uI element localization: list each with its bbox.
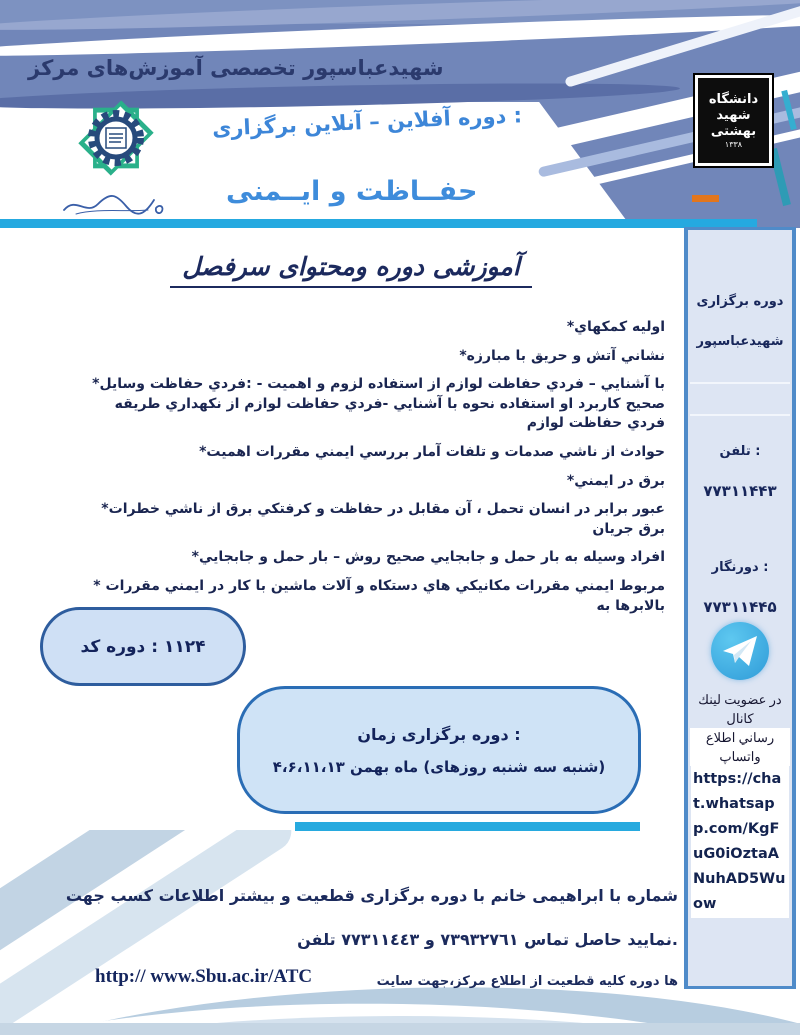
course-delivery-subtitle: برگزاری آنلاین – آفلاین دوره : — [211, 103, 523, 141]
syllabus-item: *كمكهاي اوليه — [566, 319, 665, 335]
training-center-logo-icon — [52, 90, 180, 186]
university-logo-text: دانشگاه — [708, 91, 759, 107]
syllabus-item: *خطرات ناشي از برق كرفتكي و حفاظت در مقابل آن ، تحمل انسان در برابر عبور جريان برق — [101, 501, 665, 537]
channel-note-line: واتساپ — [690, 747, 790, 766]
footer — [0, 830, 800, 1035]
schedule-box — [237, 686, 641, 814]
whatsapp-url-link[interactable]: https://chat.whatsapp.com/KgFuG0iOztaANuhAD5Wuow — [691, 766, 789, 918]
university-logo-text: بهشتی — [710, 123, 757, 139]
course-title: ایــمنی و حفــاظت — [226, 176, 478, 207]
telegram-icon[interactable] — [711, 622, 769, 680]
university-logo-year: ۱۳۳۸ — [724, 139, 743, 149]
sidebar-divider — [690, 414, 790, 416]
channel-note-line: لینك عضویت در — [698, 692, 782, 707]
footer-site-note: سایت مرکز،جهت اطلاع از قطعیت کلیه دوره ها — [376, 974, 678, 989]
schedule-dates: ۴،۶،۱۱،۱۳ بهمن ماه (روزهای شنبه سه شنبه) — [272, 757, 606, 776]
syllabus-item: * مقررات ايمني در كار با ماشين آلات و دستكاه هاي مكانيكي مقررات ايمني مربوط به بالابرها — [93, 577, 665, 614]
syllabus-item: *ايمني در برق — [566, 472, 665, 489]
sidebar-panel — [684, 227, 796, 989]
footer-phone-line: تلفن ٧٧٣١١٤٤٣ و ٧٣٩٣٢٧٦١ تماس حاصل نمایید. — [297, 930, 678, 949]
channel-note-line: كانال — [726, 711, 754, 726]
phone-number: ۷۷۳۱۱۴۴۳ — [703, 482, 777, 500]
fax-label: دورنگار : — [711, 560, 769, 575]
sidebar-held-by-name: شهیدعباسپور — [696, 334, 784, 349]
orange-dash — [692, 195, 719, 202]
header — [0, 0, 800, 228]
syllabus-list — [85, 318, 665, 625]
phone-label: تلفن : — [719, 444, 761, 459]
syllabus-item: *مبارزه با حريق و آتش نشاني — [459, 347, 665, 364]
syllabus-item: *جابجايي و حمل بار – روش صحيح جابجايي و حمل بار به وسيله افراد — [191, 549, 665, 566]
university-logo — [693, 73, 774, 168]
syllabus-title: سرفصل ومحتوای دوره آموزشی — [170, 252, 532, 288]
schedule-title: زمان برگزاری دوره : — [357, 724, 521, 744]
course-code-text: کد دوره : ۱۱۲۴ — [80, 636, 206, 657]
cyan-underline — [295, 822, 640, 831]
sidebar-held-by-label: برگزاری دوره — [696, 294, 784, 309]
org-title: مرکز آموزش‌های تخصصی شهیدعباسپور — [28, 56, 444, 80]
syllabus-item: *وسايل حفاظت فردي: - اهميت و لزوم استفاده از لوازم حفاظت فردي – آشنايي با طريقه نكهداري از لوازم حفاظت فردي- آشنايي با نحوه استفاده او كاربرد صحيح لوازم حفاظت فردي — [92, 376, 665, 432]
course-code-badge — [40, 607, 246, 686]
syllabus-item: *اهميت مقررات ايمني بررسي آمار تلفات و صدمات ناشي از حوادث — [199, 443, 665, 460]
sidebar-divider — [690, 382, 790, 384]
footer-info-line: جهت کسب اطلاعات بیشتر و قطعیت برگزاری دوره با خانم ابراهیمی با شماره — [65, 886, 678, 905]
channel-note-line: اطلاع رساني — [690, 728, 790, 747]
footer-bottom-strip — [0, 1023, 800, 1035]
signature-icon — [56, 186, 176, 222]
university-logo-text: شهید — [716, 107, 751, 123]
site-url-link[interactable]: http:// www.Sbu.ac.ir/ATC — [95, 966, 313, 987]
fax-number: ۷۷۳۱۱۴۴۵ — [703, 598, 777, 616]
